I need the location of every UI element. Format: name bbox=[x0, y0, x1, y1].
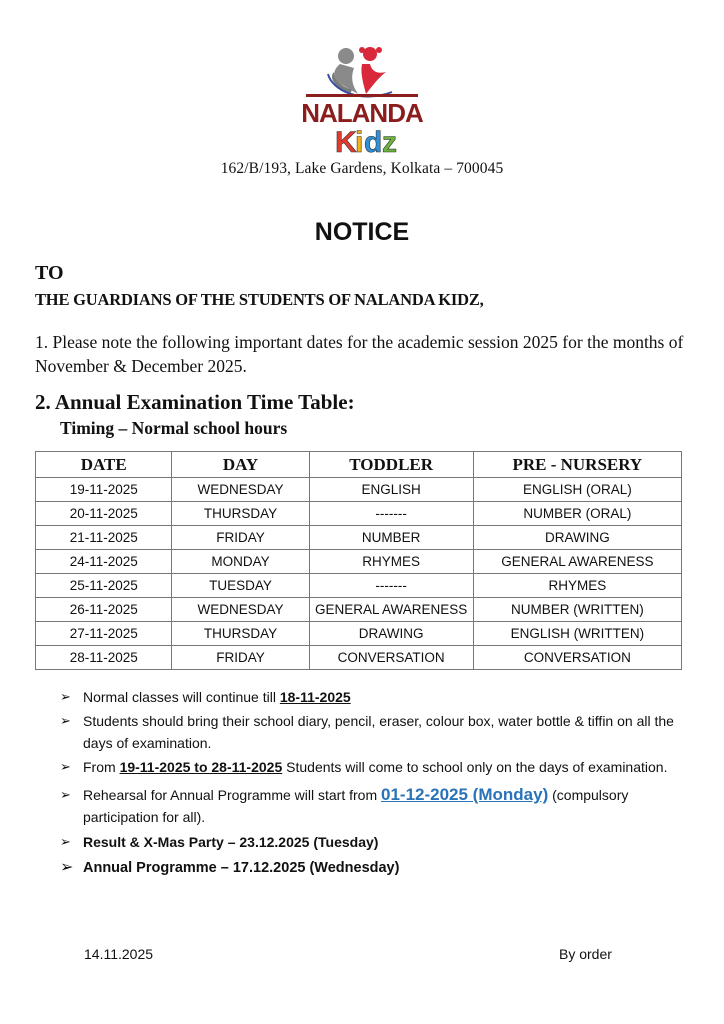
notice-date: 14.11.2025 bbox=[84, 946, 154, 962]
notice-bullet-list bbox=[60, 686, 700, 879]
bullet-rehearsal bbox=[60, 784, 700, 828]
cell-pre-nursery: ENGLISH (ORAL) bbox=[473, 478, 681, 502]
bullet-text-prefix: Rehearsal for Annual Programme will start from bbox=[83, 787, 381, 803]
bullet-exam-supplies bbox=[60, 710, 700, 754]
bullet-text-suffix: Students will come to school only on the days of examination. bbox=[282, 759, 668, 775]
school-address: 162/B/193, Lake Gardens, Kolkata – 700045 bbox=[220, 160, 504, 177]
table-row bbox=[36, 550, 682, 574]
cell-pre-nursery: ENGLISH (WRITTEN) bbox=[473, 622, 681, 646]
cell-toddler: NUMBER bbox=[309, 526, 473, 550]
timing-note: Timing – Normal school hours bbox=[60, 418, 288, 438]
cell-day: THURSDAY bbox=[172, 622, 309, 646]
cell-toddler: ------- bbox=[309, 502, 473, 526]
logo-graphic bbox=[300, 42, 424, 162]
logo-red-figure-head bbox=[363, 47, 377, 61]
bullet-exam-attendance bbox=[60, 756, 700, 778]
cell-date: 19-11-2025 bbox=[36, 478, 172, 502]
table-row bbox=[36, 502, 682, 526]
bullet-highlight-date: 18-11-2025 bbox=[279, 689, 351, 705]
bullet-highlight-rehearsal-date: 01-12-2025 (Monday) bbox=[381, 785, 549, 804]
bullet-text-prefix: From bbox=[83, 759, 120, 775]
column-header-day: DAY bbox=[172, 452, 309, 478]
table-row bbox=[36, 598, 682, 622]
section-heading-timetable: 2. Annual Examination Time Table: bbox=[35, 390, 355, 414]
arrow-bullet-icon: ➢ bbox=[60, 834, 71, 849]
cell-toddler: RHYMES bbox=[309, 550, 473, 574]
cell-date: 27-11-2025 bbox=[36, 622, 172, 646]
bullet-text: Result & X-Mas Party – 23.12.2025 (Tuesday) bbox=[83, 834, 379, 850]
cell-pre-nursery: CONVERSATION bbox=[473, 646, 681, 670]
logo-grey-figure-head bbox=[338, 48, 354, 64]
bullet-annual-programme bbox=[60, 857, 700, 879]
arrow-bullet-icon: ➢ bbox=[60, 859, 74, 876]
paragraph-important-dates: 1. Please note the following important dates for the academic session 2025 for the months of November & December 2025. bbox=[35, 332, 684, 376]
column-header-date: DATE bbox=[36, 452, 172, 478]
arrow-bullet-icon: ➢ bbox=[60, 689, 71, 704]
notice-signoff: By order bbox=[559, 946, 612, 962]
salutation-recipient: THE GUARDIANS OF THE STUDENTS OF NALANDA KIDZ, bbox=[35, 290, 484, 309]
logo-letter-i: i bbox=[355, 126, 364, 159]
cell-toddler: ------- bbox=[309, 574, 473, 598]
cell-day: WEDNESDAY bbox=[172, 478, 309, 502]
arrow-bullet-icon: ➢ bbox=[60, 787, 71, 802]
table-row bbox=[36, 646, 682, 670]
arrow-bullet-icon: ➢ bbox=[60, 759, 71, 774]
cell-date: 26-11-2025 bbox=[36, 598, 172, 622]
cell-toddler: DRAWING bbox=[309, 622, 473, 646]
cell-toddler: GENERAL AWARENESS bbox=[309, 598, 473, 622]
logo-letter-d: d bbox=[364, 126, 383, 159]
cell-date: 28-11-2025 bbox=[36, 646, 172, 670]
table-row bbox=[36, 478, 682, 502]
cell-pre-nursery: RHYMES bbox=[473, 574, 681, 598]
table-row bbox=[36, 622, 682, 646]
column-header-toddler: TODDLER bbox=[309, 452, 473, 478]
cell-day: FRIDAY bbox=[172, 526, 309, 550]
table-row bbox=[36, 574, 682, 598]
salutation-to: TO bbox=[35, 262, 64, 284]
exam-timetable bbox=[35, 451, 682, 670]
bullet-text: Normal classes will continue till bbox=[83, 689, 280, 705]
bullet-text: Annual Programme – 17.12.2025 (Wednesday) bbox=[83, 860, 400, 876]
cell-pre-nursery: DRAWING bbox=[473, 526, 681, 550]
table-row bbox=[36, 526, 682, 550]
school-logo bbox=[300, 42, 424, 162]
column-header-pre-nursery: PRE - NURSERY bbox=[473, 452, 681, 478]
cell-date: 24-11-2025 bbox=[36, 550, 172, 574]
cell-pre-nursery: NUMBER (WRITTEN) bbox=[473, 598, 681, 622]
cell-date: 25-11-2025 bbox=[36, 574, 172, 598]
logo-red-figure-body bbox=[361, 64, 386, 94]
cell-day: FRIDAY bbox=[172, 646, 309, 670]
cell-day: WEDNESDAY bbox=[172, 598, 309, 622]
cell-date: 21-11-2025 bbox=[36, 526, 172, 550]
bullet-result-party bbox=[60, 831, 700, 853]
cell-toddler: CONVERSATION bbox=[309, 646, 473, 670]
bullet-highlight-date-range: 19-11-2025 to 28-11-2025 bbox=[119, 759, 283, 775]
logo-text-nalanda: NALANDA bbox=[301, 98, 423, 128]
table-header-row bbox=[36, 452, 682, 478]
cell-date: 20-11-2025 bbox=[36, 502, 172, 526]
logo-letter-k: K bbox=[335, 126, 357, 159]
cell-day: TUESDAY bbox=[172, 574, 309, 598]
logo-letter-z: z bbox=[382, 126, 397, 159]
cell-day: MONDAY bbox=[172, 550, 309, 574]
bullet-normal-classes bbox=[60, 686, 700, 708]
bullet-text-suffix: (compulsory participation for all). bbox=[83, 787, 629, 825]
bullet-text: Students should bring their school diary, pencil, eraser, colour box, water bottle & tiffin on all the days of examination. bbox=[83, 713, 674, 751]
cell-pre-nursery: NUMBER (ORAL) bbox=[473, 502, 681, 526]
cell-pre-nursery: GENERAL AWARENESS bbox=[473, 550, 681, 574]
notice-title: NOTICE bbox=[314, 218, 410, 246]
cell-day: THURSDAY bbox=[172, 502, 309, 526]
cell-toddler: ENGLISH bbox=[309, 478, 473, 502]
arrow-bullet-icon: ➢ bbox=[60, 713, 71, 728]
